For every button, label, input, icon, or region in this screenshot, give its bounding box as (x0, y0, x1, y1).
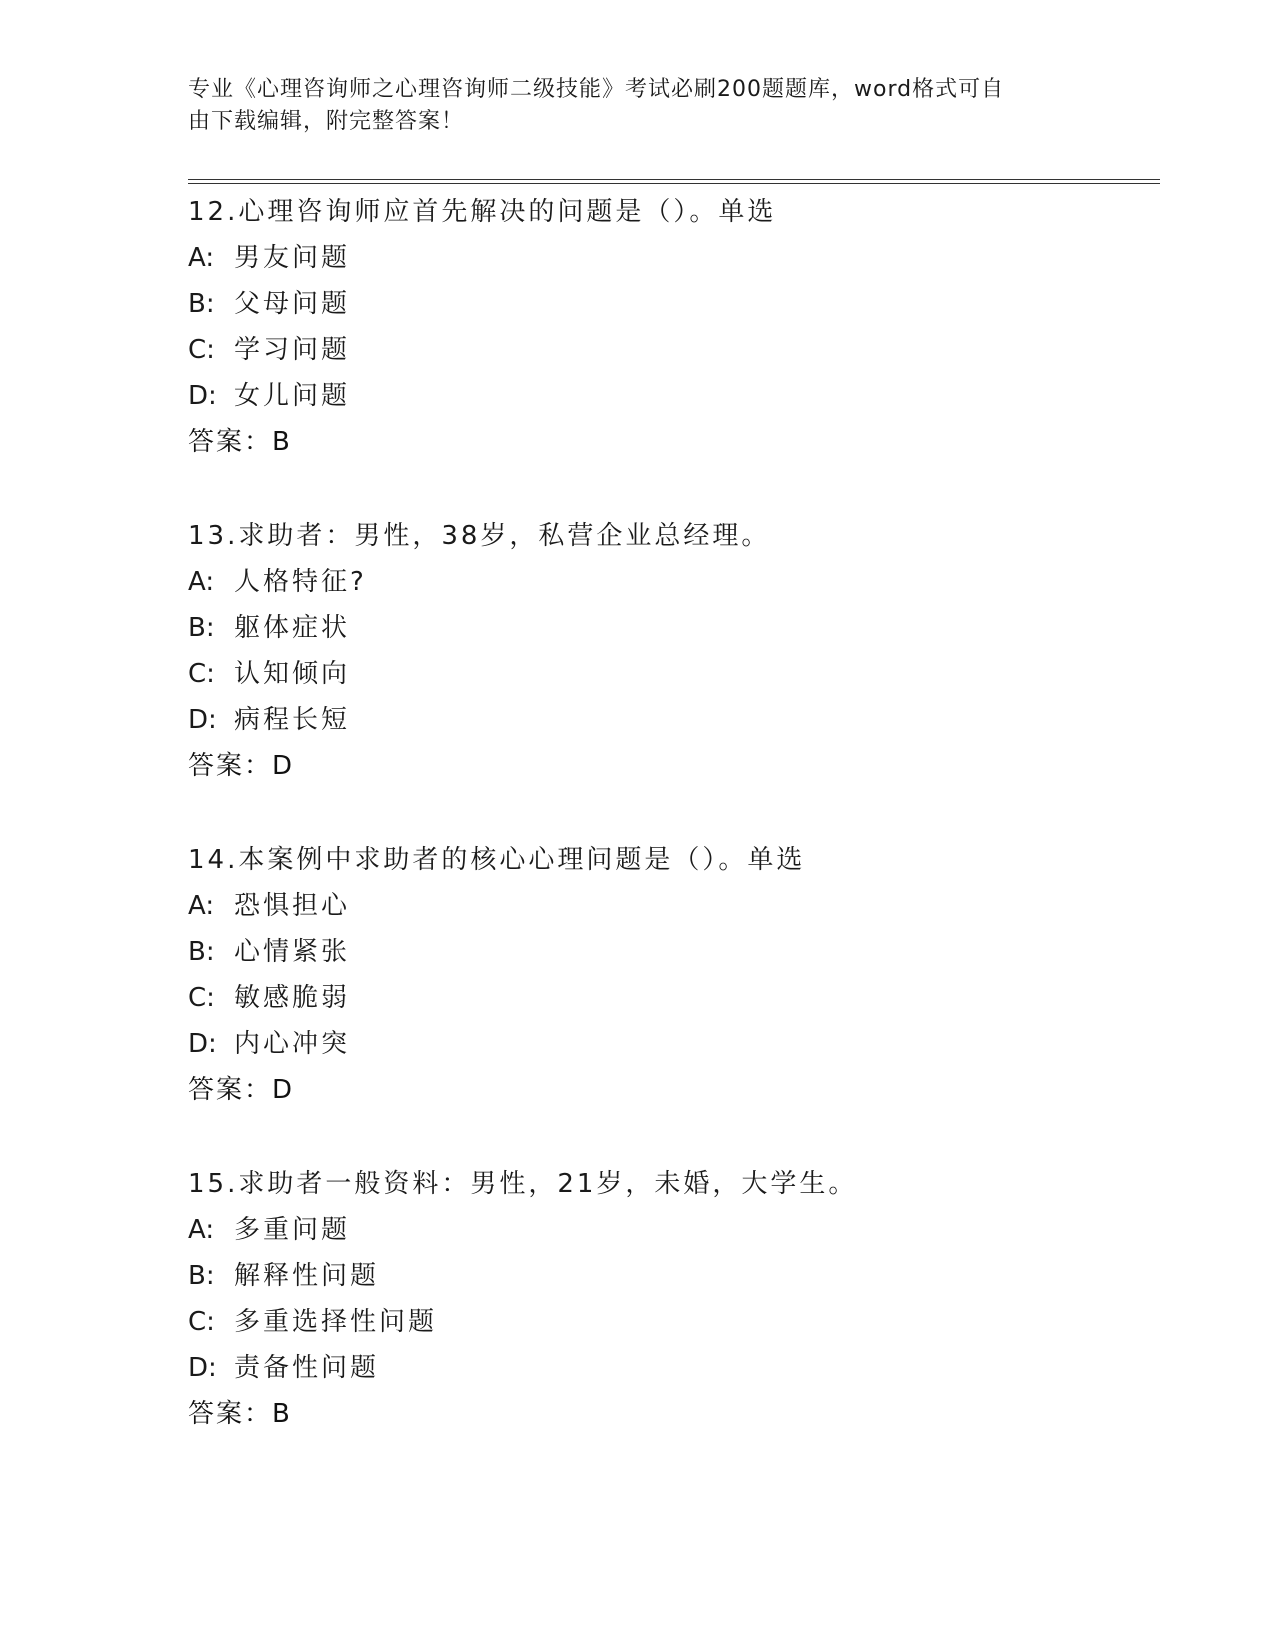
option-letter: C: (188, 659, 215, 689)
option-text: 学习问题 (234, 335, 351, 365)
option-letter: A: (188, 891, 215, 921)
option-c (188, 651, 1148, 697)
question-stem: 15.求助者一般资料：男性，21岁，未婚，大学生。 (188, 1169, 858, 1199)
option-c (188, 975, 1148, 1021)
answer-line: 答案：B (188, 427, 292, 457)
question-15 (188, 1161, 1148, 1437)
option-a (188, 235, 1148, 281)
option-text: 父母问题 (234, 289, 351, 319)
option-text: 女儿问题 (234, 381, 351, 411)
answer-line: 答案：D (188, 751, 295, 781)
option-text: 敏感脆弱 (234, 983, 351, 1013)
option-d (188, 1345, 1148, 1391)
option-text: 恐惧担心 (234, 891, 351, 921)
option-b (188, 605, 1148, 651)
option-text: 男友问题 (234, 243, 351, 273)
question-stem: 12.心理咨询师应首先解决的问题是（）。单选 (188, 197, 777, 227)
option-a (188, 883, 1148, 929)
option-letter: B: (188, 289, 215, 319)
option-d (188, 697, 1148, 743)
option-text: 躯体症状 (234, 613, 351, 643)
question-stem: 14.本案例中求助者的核心心理问题是（）。单选 (188, 845, 806, 875)
option-text: 责备性问题 (234, 1353, 380, 1383)
option-letter: D: (188, 1353, 217, 1383)
option-letter: B: (188, 937, 215, 967)
option-b (188, 929, 1148, 975)
answer-line: 答案：B (188, 1399, 292, 1429)
header-divider-bottom (188, 183, 1160, 184)
option-letter: D: (188, 381, 217, 411)
option-b (188, 281, 1148, 327)
option-b (188, 1253, 1148, 1299)
question-12 (188, 189, 1148, 465)
header-divider-top (188, 179, 1160, 180)
option-text: 解释性问题 (234, 1261, 380, 1291)
option-text: 病程长短 (234, 705, 351, 735)
document-header (188, 74, 1068, 138)
option-letter: C: (188, 335, 215, 365)
question-list (188, 189, 1148, 1437)
option-text: 多重问题 (234, 1215, 351, 1245)
question-13 (188, 513, 1148, 789)
header-line-2: 由下载编辑，附完整答案！ (188, 109, 465, 134)
option-text: 人格特征? (234, 567, 367, 597)
option-text: 认知倾向 (234, 659, 351, 689)
question-14 (188, 837, 1148, 1113)
option-text: 心情紧张 (234, 937, 351, 967)
option-a (188, 1207, 1148, 1253)
option-letter: D: (188, 705, 217, 735)
option-letter: A: (188, 243, 215, 273)
option-text: 多重选择性问题 (234, 1307, 438, 1337)
option-letter: D: (188, 1029, 217, 1059)
question-stem: 13.求助者：男性，38岁，私营企业总经理。 (188, 521, 771, 551)
option-letter: C: (188, 1307, 215, 1337)
option-d (188, 1021, 1148, 1067)
option-letter: B: (188, 613, 215, 643)
option-letter: C: (188, 983, 215, 1013)
option-c (188, 1299, 1148, 1345)
option-letter: A: (188, 1215, 215, 1245)
option-a (188, 559, 1148, 605)
option-letter: A: (188, 567, 215, 597)
option-c (188, 327, 1148, 373)
answer-line: 答案：D (188, 1075, 295, 1105)
option-d (188, 373, 1148, 419)
option-text: 内心冲突 (234, 1029, 351, 1059)
header-line-1: 专业《心理咨询师之心理咨询师二级技能》考试必刷200题题库，word格式可自 (188, 77, 1005, 102)
option-letter: B: (188, 1261, 215, 1291)
